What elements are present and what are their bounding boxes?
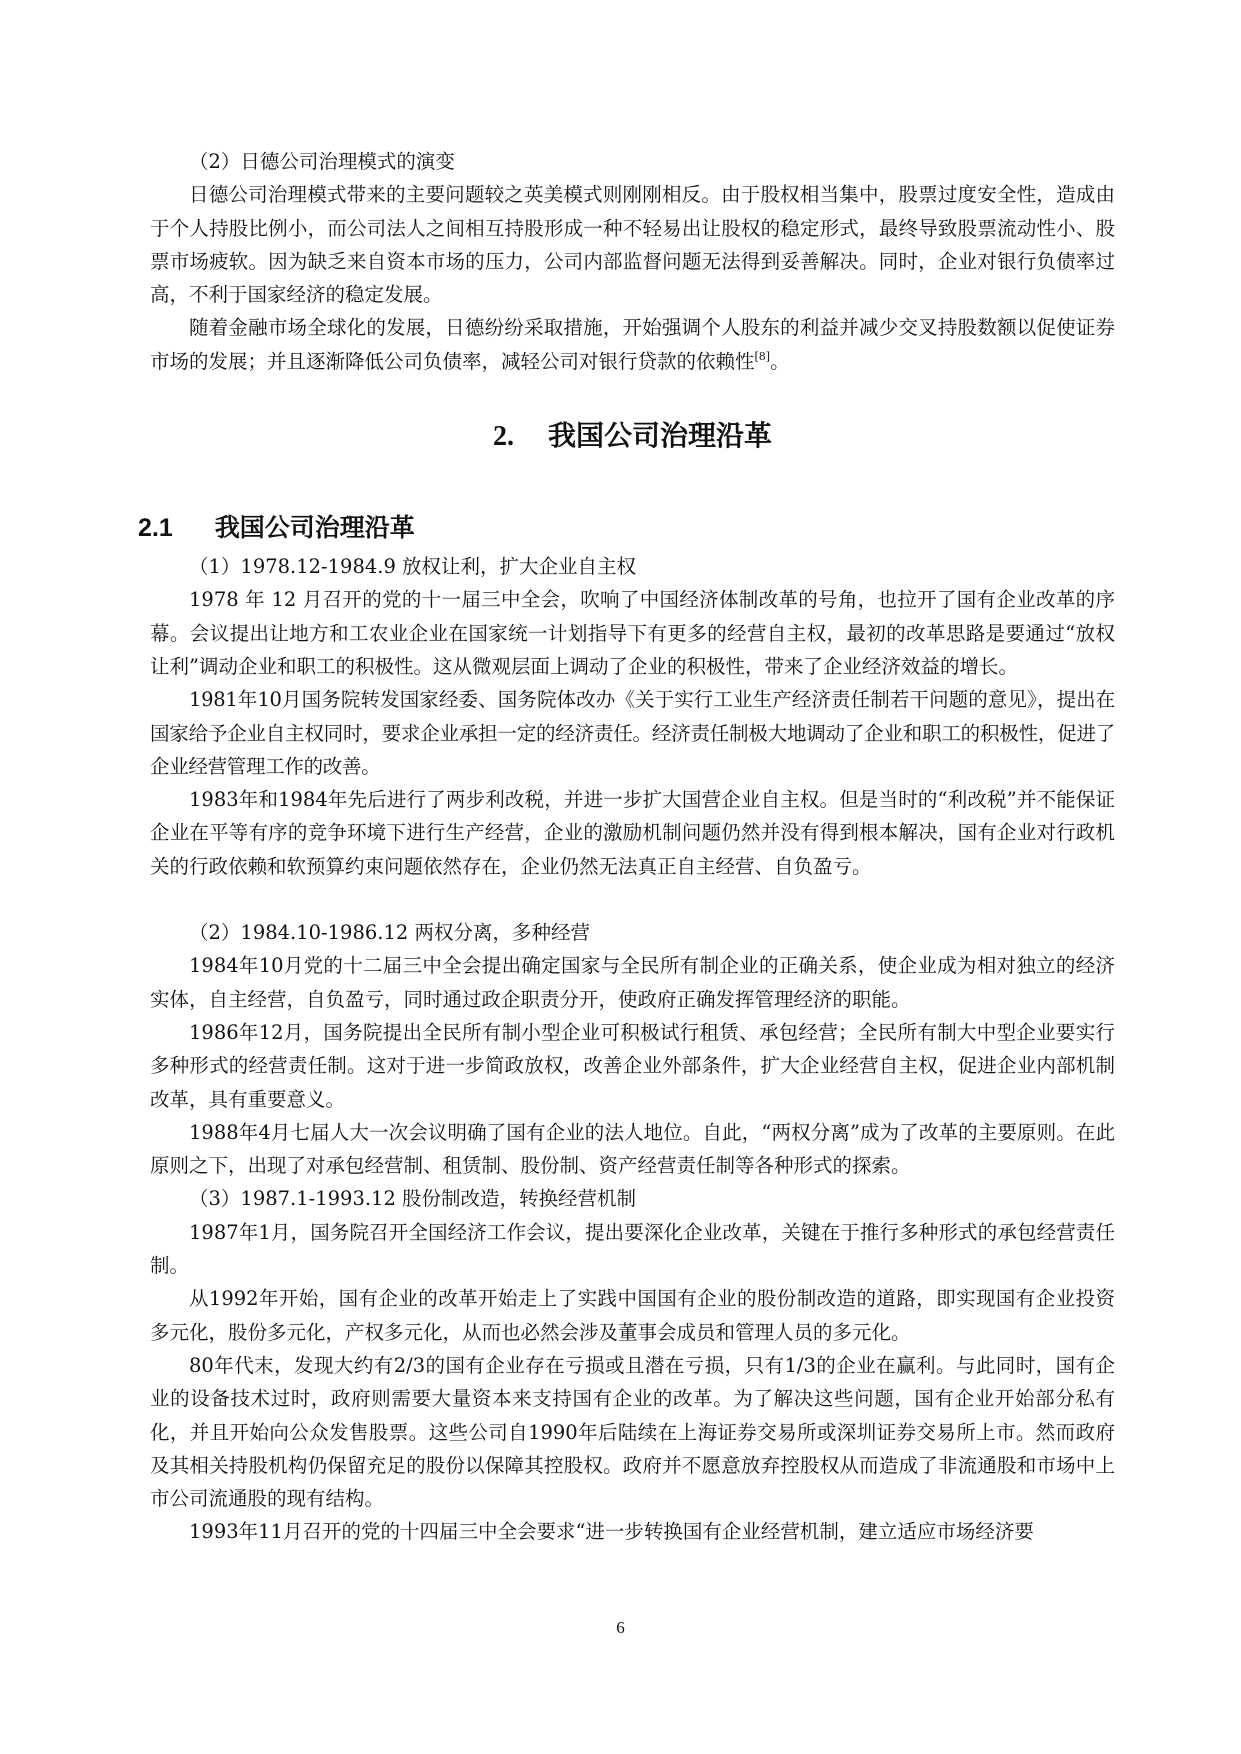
citation-ref: [8] bbox=[754, 349, 771, 363]
chapter-heading bbox=[150, 414, 1115, 454]
paragraph: 1987年1月，国务院召开全国经济工作会议，提出要深化企业改革，关键在于推行多种形式的承包经营责任制。 bbox=[150, 1220, 1115, 1278]
stage-heading: （3）1987.1-1993.12 股份制改造，转换经营机制 bbox=[189, 1187, 637, 1211]
paragraph-text: 随着金融市场全球化的发展，日德纷纷采取措施，开始强调个人股东的利益并减少交叉持股数额以促使证券市场的发展；并且逐渐降低公司负债率，减轻公司对银行贷款的依赖性 bbox=[150, 316, 1115, 373]
section-number: 2.1 bbox=[138, 514, 173, 543]
paragraph-end: 。 bbox=[770, 349, 790, 373]
chapter-number: 2. bbox=[492, 421, 514, 453]
paragraph: 80年代末，发现大约有2/3的国有企业存在亏损或且潜在亏损，只有1/3的企业在赢利。与此同时，国有企业的设备技术过时，政府则需要大量资本来支持国有企业的改革。为了解决这些问题，国有企业开始部分私有化，并且开始向公众发售股票。这些公司自1990年后陆续在上海证券交易所或深圳证券交易所上市。然而政府及其相关持股机构仍保留充足的股份以保障其控股权。政府并不愿意放弃控股权从而造成了非流通股和市场中上市公司流通股的现有结构。 bbox=[150, 1353, 1115, 1511]
paragraph: 1978 年 12 月召开的党的十一届三中全会，吹响了中国经济体制改革的号角，也拉开了国有企业改革的序幕。会议提出让地方和工农业企业在国家统一计划指导下有更多的经营自主权，最初的改革思路是要通过“放权让利”调动企业和职工的积极性。这从微观层面上调动了企业的积极性，带来了企业经济效益的增长。 bbox=[150, 588, 1115, 678]
paragraph: 1984年10月党的十二届三中全会提出确定国家与全民所有制企业的正确关系，使企业成为相对独立的经济实体，自主经营，自负盈亏，同时通过政企职责分开，使政府正确发挥管理经济的职能。 bbox=[150, 954, 1115, 1011]
paragraph bbox=[150, 311, 1115, 378]
paragraph: 1981年10月国务院转发国家经委、国务院体改办《关于实行工业生产经济责任制若干问题的意见》，提出在国家给予企业自主权同时，要求企业承担一定的经济责任。经济责任制极大地调动了企业和职工的积极性，促进了企业经营管理工作的改善。 bbox=[150, 688, 1115, 778]
paragraph: 1986年12月，国务院提出全民所有制小型企业可积极试行租赁、承包经营；全民所有制大中型企业要实行多种形式的经营责任制。这对于进一步简政放权，改善企业外部条件，扩大企业经营自主权，促进企业内部机制改革，具有重要意义。 bbox=[150, 1020, 1115, 1111]
section-title: 我国公司治理沿革 bbox=[214, 513, 415, 543]
paragraph: 日德公司治理模式带来的主要问题较之英美模式则刚刚相反。由于股权相当集中，股票过度安全性，造成由于个人持股比例小，而公司法人之间相互持股形成一种不轻易出让股权的稳定形式，最终导致股票流动性小、股票市场疲软。因为缺乏来自资本市场的压力，公司内部监督问题无法得到妥善解决。同时，企业对银行负债率过高，不利于国家经济的稳定发展。 bbox=[150, 183, 1115, 307]
paragraph: 1988年4月七届人大一次会议明确了国有企业的法人地位。自此，“两权分离”成为了改革的主要原则。在此原则之下，出现了对承包经营制、租赁制、股份制、资产经营责任制等各种形式的探索。 bbox=[150, 1120, 1115, 1178]
page-number: 6 bbox=[616, 1618, 625, 1637]
section-heading bbox=[138, 508, 1115, 544]
document-page bbox=[138, 145, 1115, 1549]
stage-heading: （1）1978.12-1984.9 放权让利，扩大企业自主权 bbox=[189, 555, 637, 579]
paragraph: 1993年11月召开的党的十四届三中全会要求“进一步转换国有企业经营机制，建立适应市场经济要 bbox=[189, 1520, 1034, 1544]
paragraph: 1983年和1984年先后进行了两步利改税，并进一步扩大国营企业自主权。但是当时的“利改税”并不能保证企业在平等有序的竞争环境下进行生产经营，企业的激励机制问题仍然并没有得到根本解决，国有企业对行政机关的行政依赖和软预算约束问题依然存在，企业仍然无法真正自主经营、自负盈亏。 bbox=[150, 788, 1115, 878]
subheading-japan-germany: （2）日德公司治理模式的演变 bbox=[189, 150, 455, 173]
stage-heading: （2）1984.10-1986.12 两权分离，多种经营 bbox=[189, 921, 590, 945]
chapter-title: 我国公司治理沿革 bbox=[547, 419, 772, 453]
paragraph: 从1992年开始，国有企业的改革开始走上了实践中国国有企业的股份制改造的道路，即实现国有企业投资多元化，股份多元化，产权多元化，从而也必然会涉及董事会成员和管理人员的多元化。 bbox=[150, 1287, 1115, 1344]
